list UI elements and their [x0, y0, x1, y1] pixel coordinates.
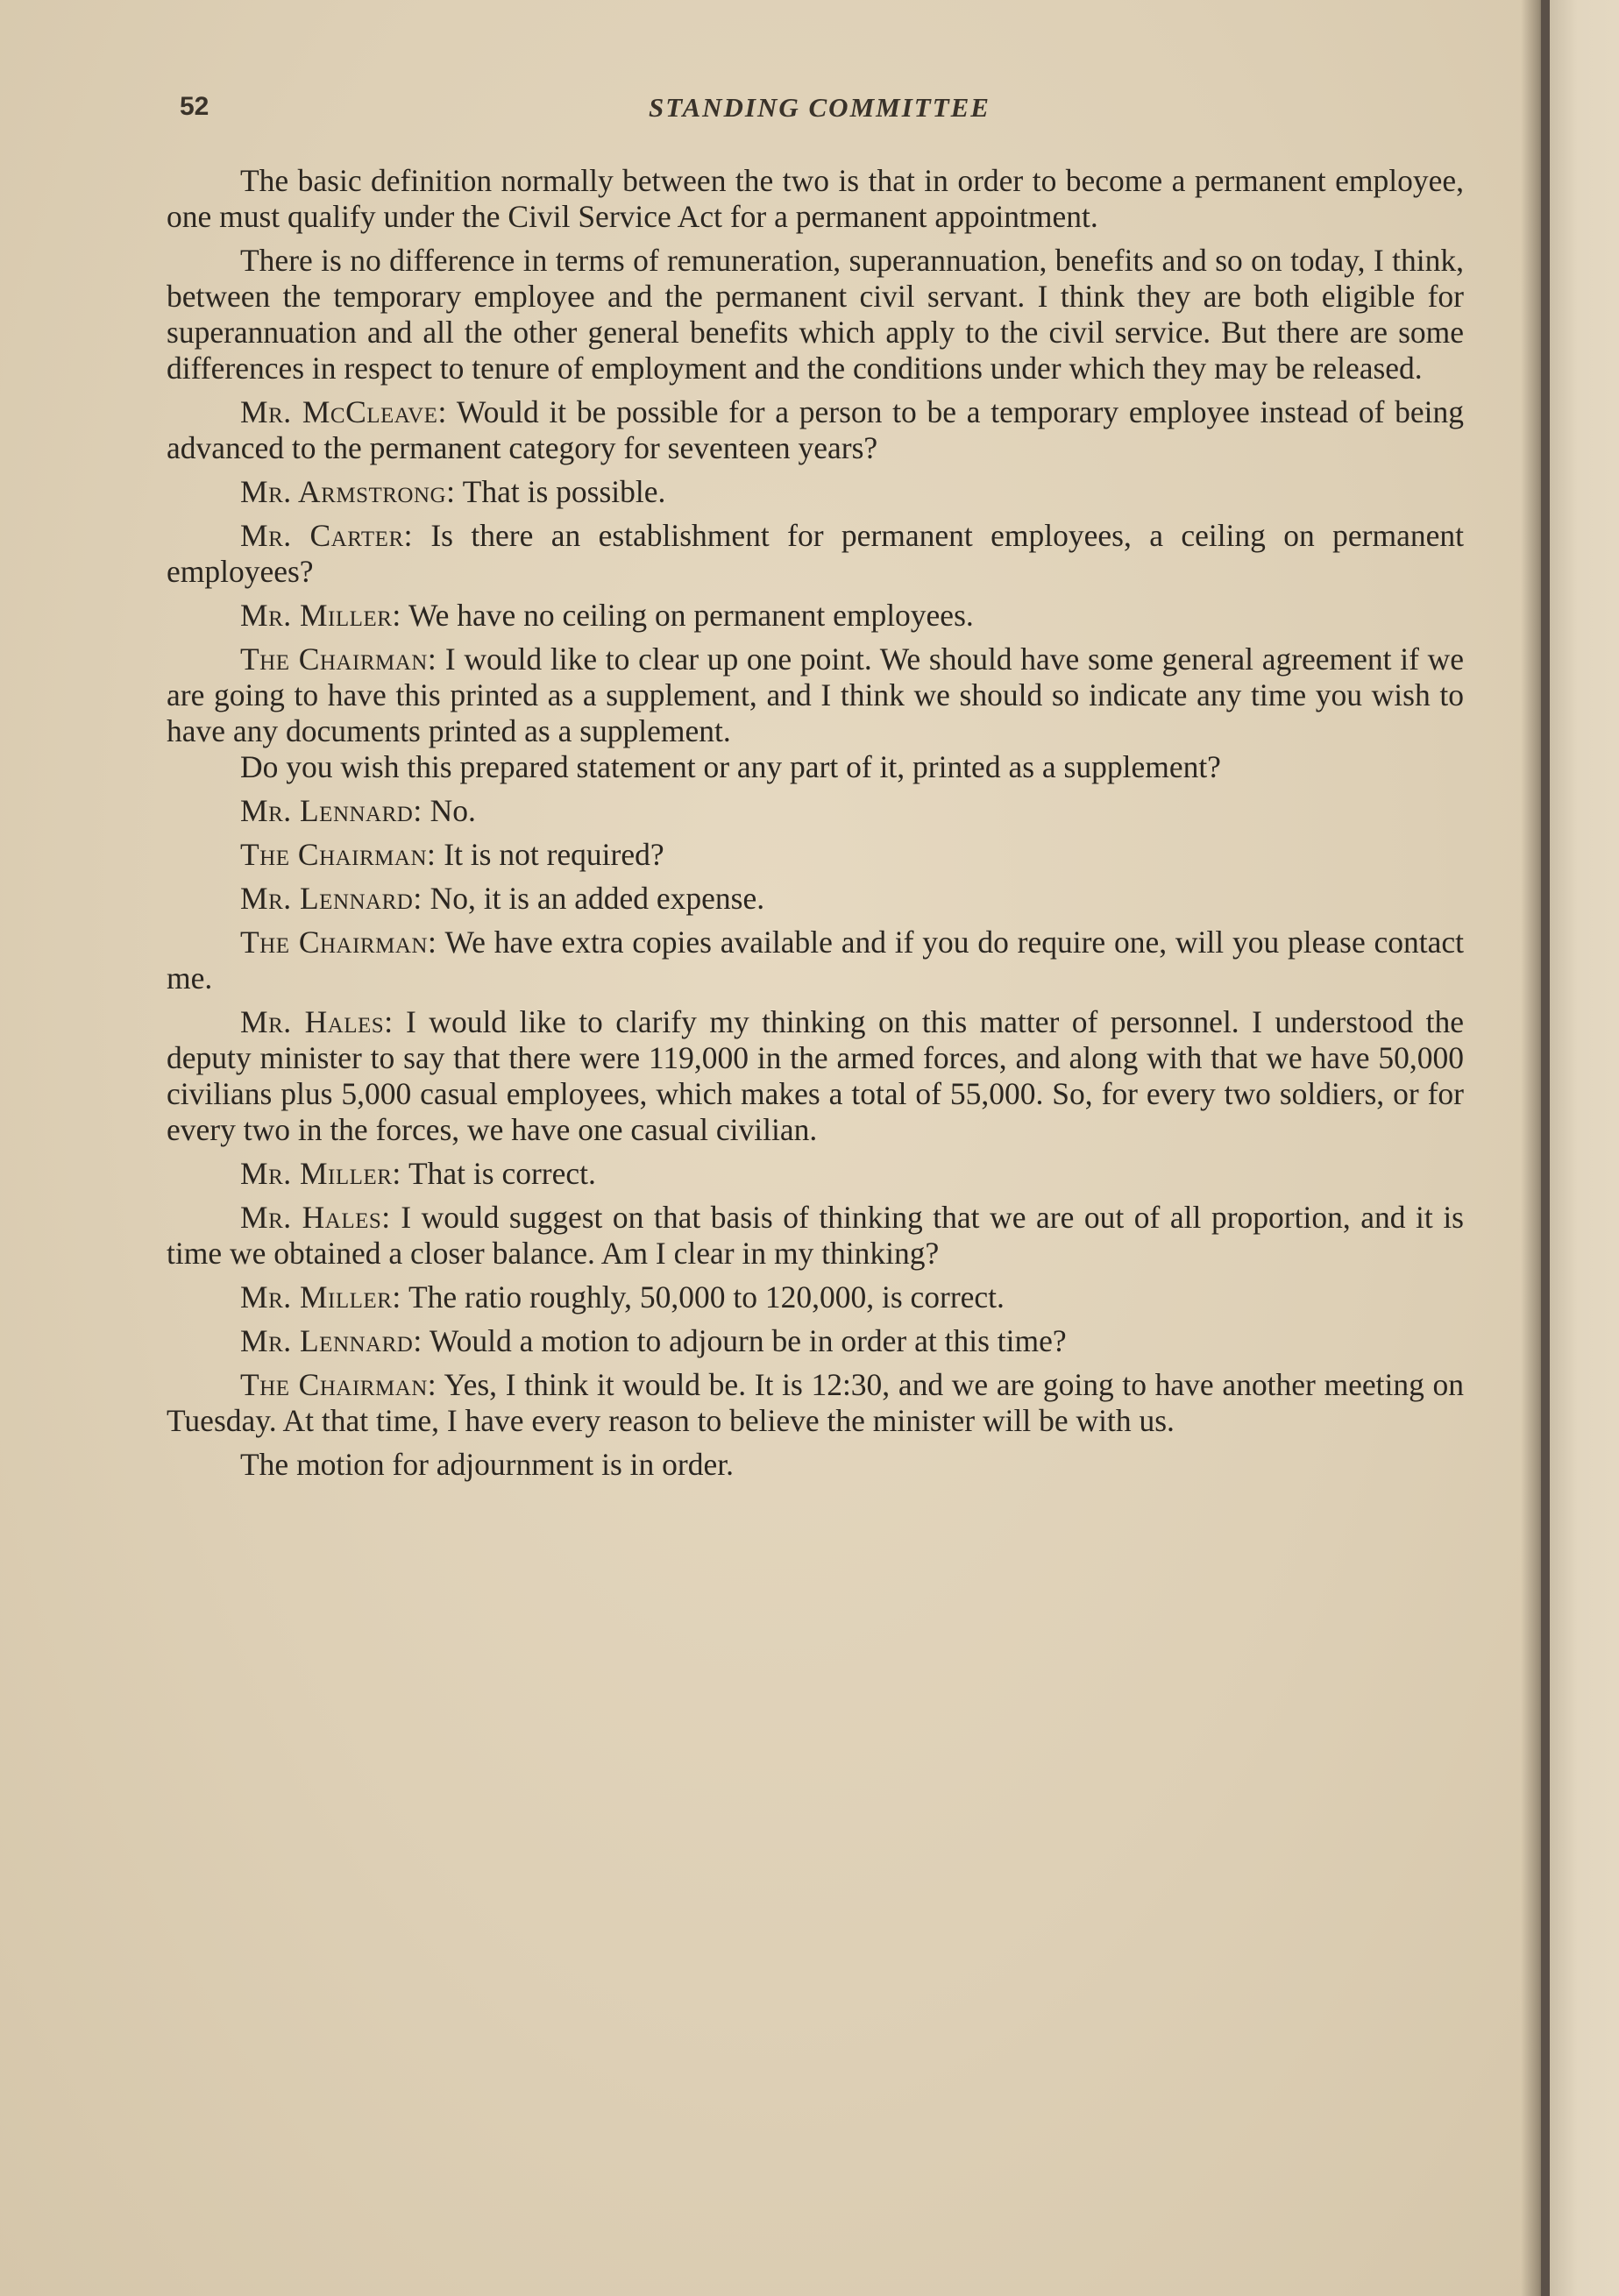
paragraph: [167, 1156, 1464, 1192]
paragraph: [167, 1200, 1464, 1272]
paragraph: [167, 243, 1464, 386]
body-text: [167, 163, 1464, 1491]
paragraph: [167, 1004, 1464, 1148]
page-header: [175, 92, 1464, 127]
book-spine: [1541, 0, 1550, 2296]
speaker-name: Mr. Miller:: [240, 598, 401, 633]
speaker-name: Mr. Carter:: [240, 518, 413, 553]
paragraph-text: No.: [422, 793, 476, 828]
paragraph: [167, 163, 1464, 235]
speaker-name: The Chairman:: [240, 837, 437, 872]
speaker-name: Mr. Miller:: [240, 1279, 401, 1315]
paragraph: [167, 518, 1464, 590]
paragraph: [167, 1323, 1464, 1359]
paragraph-text: That is possible.: [455, 474, 666, 509]
speaker-name: Mr. Armstrong:: [240, 474, 456, 509]
speaker-name: Mr. Lennard:: [240, 793, 423, 828]
paragraph: [167, 793, 1464, 829]
paragraph-text: It is not required?: [436, 837, 664, 872]
paragraph: [167, 837, 1464, 873]
speaker-name: Mr. Hales:: [240, 1004, 394, 1039]
speaker-name: Mr. Hales:: [240, 1200, 391, 1235]
paragraph: [167, 641, 1464, 749]
speaker-name: The Chairman:: [240, 1367, 437, 1402]
paragraph: [167, 925, 1464, 996]
paragraph: [167, 1447, 1464, 1483]
paragraph: [167, 394, 1464, 466]
paragraph: [167, 474, 1464, 510]
paragraph-text: Is there an establishment for permanent employees, a ceiling on permanent employees?: [167, 518, 1464, 589]
paragraph-text: There is no difference in terms of remuneration, superannuation, benefits and so on today, I think, between the temporary employee and the permanent civil servant. I think they are both eligible for superannuation and all the other general benefits which apply to the civil service. But there are some differences in respect to tenure of employment and the conditions under which they may be released.: [167, 243, 1464, 386]
adjacent-page-edge: [1550, 0, 1619, 2296]
paragraph: [167, 598, 1464, 634]
paragraph-text: We have extra copies available and if you do require one, will you please contact me.: [167, 925, 1465, 996]
paragraph-text: That is correct.: [401, 1156, 596, 1191]
speaker-name: Mr. Lennard:: [240, 1323, 423, 1358]
paragraph-text: Would a motion to adjourn be in order at this time?: [422, 1323, 1067, 1358]
paragraph-text: Yes, I think it would be. It is 12:30, and we are going to have another meeting on Tuesday. At that time, I have every reason to believe the minister will be with us.: [167, 1367, 1464, 1438]
paragraph-text: The ratio roughly, 50,000 to 120,000, is correct.: [401, 1279, 1005, 1315]
paragraph-text: Do you wish this prepared statement or any part of it, printed as a supplement?: [240, 749, 1221, 784]
paragraph: [167, 1367, 1464, 1439]
speaker-name: The Chairman:: [240, 641, 437, 677]
paragraph-text: No, it is an added expense.: [422, 881, 765, 916]
paragraph-text: Would it be possible for a person to be a temporary employee instead of being advanced to the permanent category for seventeen years?: [167, 394, 1464, 465]
speaker-name: Mr. McCleave:: [240, 394, 447, 429]
paragraph-text: I would suggest on that basis of thinking that we are out of all proportion, and it is time we obtained a closer balance. Am I clear in my thinking?: [167, 1200, 1465, 1271]
paragraph-text: I would like to clarify my thinking on this matter of personnel. I understood the deputy minister to say that there were 119,000 in the armed forces, and along with that we have 50,000 civilians plus 5,000 casual employees, which makes a total of 55,000. So, for every two soldiers, or for every two in the forces, we have one casual civilian.: [167, 1004, 1464, 1147]
paragraph-text: I would like to clear up one point. We should have some general agreement if we are going to have this printed as a supplement, and I think we should so indicate any time you wish to have any documents printed as a supplement.: [167, 641, 1465, 748]
paragraph: [167, 749, 1464, 785]
paragraph-text: We have no ceiling on permanent employees.: [401, 598, 974, 633]
speaker-name: Mr. Miller:: [240, 1156, 401, 1191]
running-head: STANDING COMMITTEE: [649, 92, 991, 123]
paragraph: [167, 881, 1464, 917]
speaker-name: The Chairman:: [240, 925, 437, 960]
speaker-name: Mr. Lennard:: [240, 881, 423, 916]
paragraph-text: The motion for adjournment is in order.: [240, 1447, 734, 1482]
page-number: 52: [180, 92, 209, 121]
paragraph-text: The basic definition normally between the two is that in order to become a permanent employee, one must qualify under the Civil Service Act for a permanent appointment.: [167, 163, 1464, 234]
paragraph: [167, 1279, 1464, 1315]
